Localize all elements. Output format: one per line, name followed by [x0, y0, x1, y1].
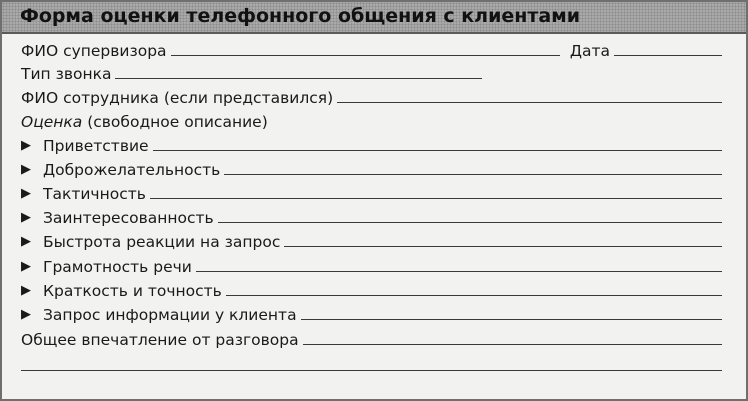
employee-field[interactable]: [337, 102, 722, 103]
criterion-label: Запрос информации у клиента: [43, 306, 297, 324]
overall-extra-row: [21, 351, 722, 375]
form-title: Форма оценки телефонного общения с клиентами: [20, 5, 581, 27]
criterion-field[interactable]: [224, 174, 722, 175]
overall-row: [21, 325, 722, 349]
overall-extra-field[interactable]: [21, 370, 722, 371]
criterion-row: [21, 179, 722, 203]
criterion-label: Краткость и точность: [43, 282, 222, 300]
triangle-right-icon: ▶: [21, 259, 31, 274]
criterion-label: Доброжелательность: [43, 161, 221, 179]
triangle-right-icon: ▶: [21, 283, 31, 298]
criterion-field[interactable]: [301, 319, 722, 320]
triangle-right-icon: ▶: [21, 162, 31, 177]
overall-label: Общее впечатление от разговора: [21, 331, 299, 349]
date-label: Дата: [569, 42, 610, 60]
triangle-right-icon: ▶: [21, 210, 31, 225]
employee-label: ФИО сотрудника (если представился): [21, 89, 334, 107]
supervisor-row: [21, 36, 722, 60]
supervisor-field[interactable]: [171, 55, 560, 56]
criterion-row: [21, 203, 722, 227]
criterion-row: [21, 227, 722, 251]
criterion-row: [21, 252, 722, 276]
criterion-row: [21, 155, 722, 179]
triangle-right-icon: ▶: [21, 307, 31, 322]
form-header: [2, 2, 748, 34]
criterion-row: [21, 131, 722, 155]
criterion-field[interactable]: [218, 222, 722, 223]
criterion-field[interactable]: [284, 246, 722, 247]
criterion-label: Заинтересованность: [43, 209, 214, 227]
criterion-label: Быстрота реакции на запрос: [43, 233, 281, 251]
criterion-label: Тактичность: [43, 185, 146, 203]
criterion-label: Приветствие: [43, 137, 149, 155]
rating-note: (свободное описание): [87, 113, 268, 131]
supervisor-label: ФИО супервизора: [21, 42, 167, 60]
call-type-label: Тип звонка: [21, 65, 112, 83]
rating-label: Оценка: [21, 113, 83, 131]
triangle-right-icon: ▶: [21, 138, 31, 153]
overall-field[interactable]: [303, 344, 722, 345]
call-type-field[interactable]: [115, 78, 482, 79]
triangle-right-icon: ▶: [21, 234, 31, 249]
rating-heading: [21, 107, 722, 131]
criterion-field[interactable]: [153, 150, 722, 151]
call-type-row: [21, 59, 482, 83]
criterion-label: Грамотность речи: [43, 258, 192, 276]
criterion-field[interactable]: [150, 198, 722, 199]
employee-row: [21, 83, 722, 107]
criterion-field[interactable]: [226, 295, 722, 296]
criterion-row: [21, 276, 722, 300]
criterion-row: [21, 300, 722, 324]
date-field[interactable]: [614, 55, 722, 56]
triangle-right-icon: ▶: [21, 186, 31, 201]
criterion-field[interactable]: [196, 271, 722, 272]
